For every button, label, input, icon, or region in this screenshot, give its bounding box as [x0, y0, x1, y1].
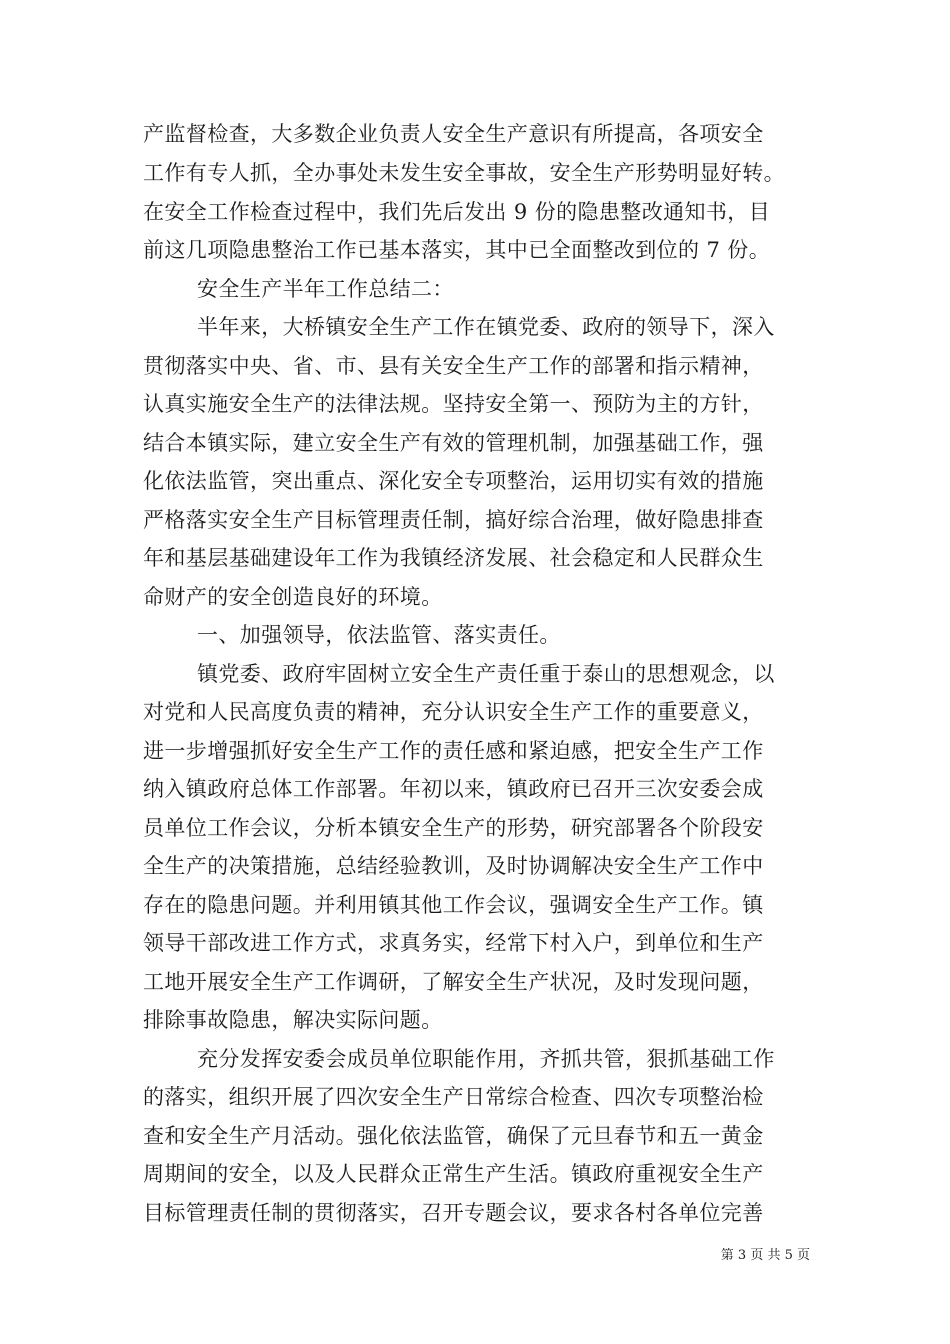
- text-line: 产监督检查，大多数企业负责人安全生产意识有所提高，各项安全: [143, 122, 764, 146]
- text-line: 纳入镇政府总体工作部署。年初以来，镇政府已召开三次安委会成: [143, 777, 764, 801]
- text-line: 员单位工作会议，分析本镇安全生产的形势，研究部署各个阶段安: [143, 816, 764, 840]
- text-line: 结合本镇实际，建立安全生产有效的管理机制，加强基础工作，强: [143, 431, 764, 455]
- text-line: 排除事故隐患，解决实际问题。: [143, 1008, 443, 1032]
- text-line: 认真实施安全生产的法律法规。坚持安全第一、预防为主的方针，: [143, 392, 764, 416]
- text-line: 工作有专人抓，全办事处未发生安全事故，安全生产形势明显好转。: [143, 161, 785, 185]
- text-line: 镇党委、政府牢固树立安全生产责任重于泰山的思想观念，以: [197, 662, 775, 686]
- text-line: 存在的隐患问题。并利用镇其他工作会议，强调安全生产工作。镇: [143, 893, 764, 917]
- text-line: 在安全工作检查过程中，我们先后发出 9 份的隐患整改通知书，目: [143, 200, 771, 224]
- text-line: 充分发挥安委会成员单位职能作用，齐抓共管，狠抓基础工作: [197, 1047, 775, 1071]
- text-line: 目标管理责任制的贯彻落实，召开专题会议，要求各村各单位完善: [143, 1201, 764, 1225]
- text-line: 周期间的安全，以及人民群众正常生产生活。镇政府重视安全生产: [143, 1162, 764, 1186]
- text-line: 前这几项隐患整治工作已基本落实，其中已全面整改到位的 7 份。: [143, 238, 771, 262]
- text-line: 化依法监管，突出重点、深化安全专项整治，运用切实有效的措施: [143, 469, 764, 493]
- text-line: 查和安全生产月活动。强化依法监管，确保了元旦春节和五一黄金: [143, 1124, 764, 1148]
- text-line: 进一步增强抓好安全生产工作的责任感和紧迫感，把安全生产工作: [143, 739, 764, 763]
- text-line: 领导干部改进工作方式，求真务实，经常下村入户，到单位和生产: [143, 931, 764, 955]
- text-line: 工地开展安全生产工作调研，了解安全生产状况，及时发现问题，: [143, 970, 764, 994]
- text-line: 贯彻落实中央、省、市、县有关安全生产工作的部署和指示精神，: [143, 354, 764, 378]
- text-line: 的落实，组织开展了四次安全生产日常综合检查、四次专项整治检: [143, 1085, 764, 1109]
- text-line: 半年来，大桥镇安全生产工作在镇党委、政府的领导下，深入: [197, 315, 775, 339]
- text-line: 全生产的决策措施，总结经验教训，及时协调解决安全生产工作中: [143, 854, 764, 878]
- text-line: 年和基层基础建设年工作为我镇经济发展、社会稳定和人民群众生: [143, 546, 764, 570]
- section-heading: 安全生产半年工作总结二：: [197, 277, 454, 301]
- page-number: 第 3 页 共 5 页: [720, 1248, 810, 1263]
- text-line: 严格落实安全生产目标管理责任制，搞好综合治理，做好隐患排查: [143, 508, 764, 532]
- text-line: 命财产的安全创造良好的环境。: [143, 585, 443, 609]
- section-heading: 一、加强领导，依法监管、落实责任。: [197, 623, 561, 647]
- text-line: 对党和人民高度负责的精神，充分认识安全生产工作的重要意义，: [143, 700, 764, 724]
